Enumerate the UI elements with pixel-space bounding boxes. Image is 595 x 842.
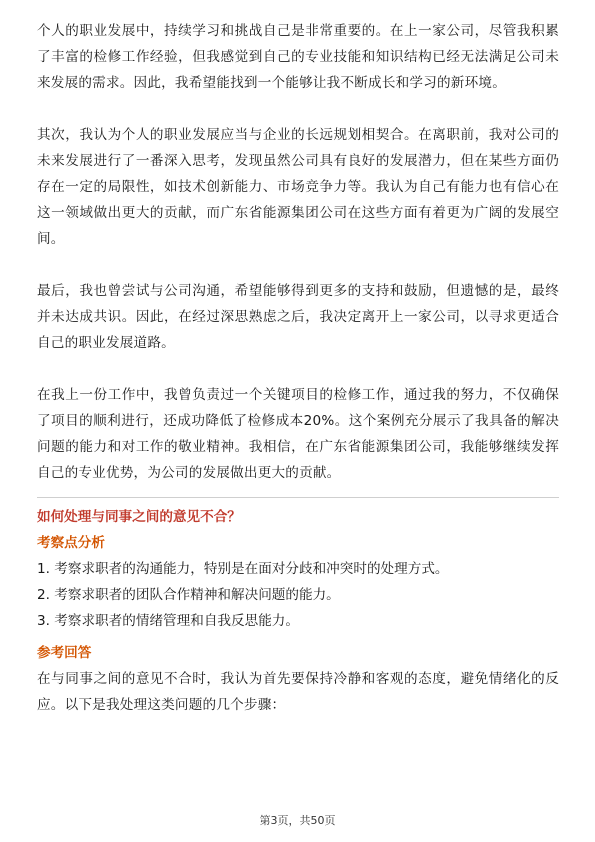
analysis-item: 2. 考察求职者的团队合作精神和解决问题的能力。 xyxy=(37,587,340,603)
answer-heading: 参考回答 xyxy=(37,645,92,661)
paragraph-communication: 最后，我也曾尝试与公司沟通，希望能够得到更多的支持和鼓励，但遗憾的是，最终并未达成共识。因此，在经过深思熟虑之后，我决定离开上一家公司，以寻求更适合自己的职业发展道路。 xyxy=(37,283,559,351)
paragraph-alignment: 其次，我认为个人的职业发展应当与企业的长远规划相契合。在离职前，我对公司的未来发展进行了一番深入思考，发现虽然公司具有良好的发展潜力，但在某些方面仍存在一定的局限性，如技术创新能力、市场竞争力等。我认为自己有能力也有信心在这一领域做出更大的贡献，而广东省能源集团公司在这些方面有着更为广阔的发展空间。 xyxy=(37,127,559,247)
question-title: 如何处理与同事之间的意见不合？ xyxy=(37,509,241,525)
analysis-item: 1. 考察求职者的沟通能力，特别是在面对分歧和冲突时的处理方式。 xyxy=(37,561,449,577)
paragraph-career-growth: 个人的职业发展中，持续学习和挑战自己是非常重要的。在上一家公司，尽管我积累了丰富的检修工作经验，但我感觉到自己的专业技能和知识结构已经无法满足公司未来发展的需求。因此，我希望能找到一个能够让我不断成长和学习的新环境。 xyxy=(37,23,559,91)
page-number: 第3页，共50页 xyxy=(259,814,336,827)
section-divider xyxy=(37,497,559,498)
paragraph-case-example: 在我上一份工作中，我曾负责过一个关键项目的检修工作，通过我的努力，不仅确保了项目的顺利进行，还成功降低了检修成本20%。这个案例充分展示了我具备的解决问题的能力和对工作的敬业精神。我相信，在广东省能源集团公司，我能够继续发挥自己的专业优势，为公司的发展做出更大的贡献。 xyxy=(37,387,559,481)
analysis-item: 3. 考察求职者的情绪管理和自我反思能力。 xyxy=(37,613,299,629)
analysis-list xyxy=(37,556,559,634)
page-content xyxy=(37,18,559,718)
analysis-heading: 考察点分析 xyxy=(37,535,105,551)
answer-text: 在与同事之间的意见不合时，我认为首先要保持冷静和客观的态度，避免情绪化的反应。以下是我处理这类问题的几个步骤： xyxy=(37,671,559,713)
